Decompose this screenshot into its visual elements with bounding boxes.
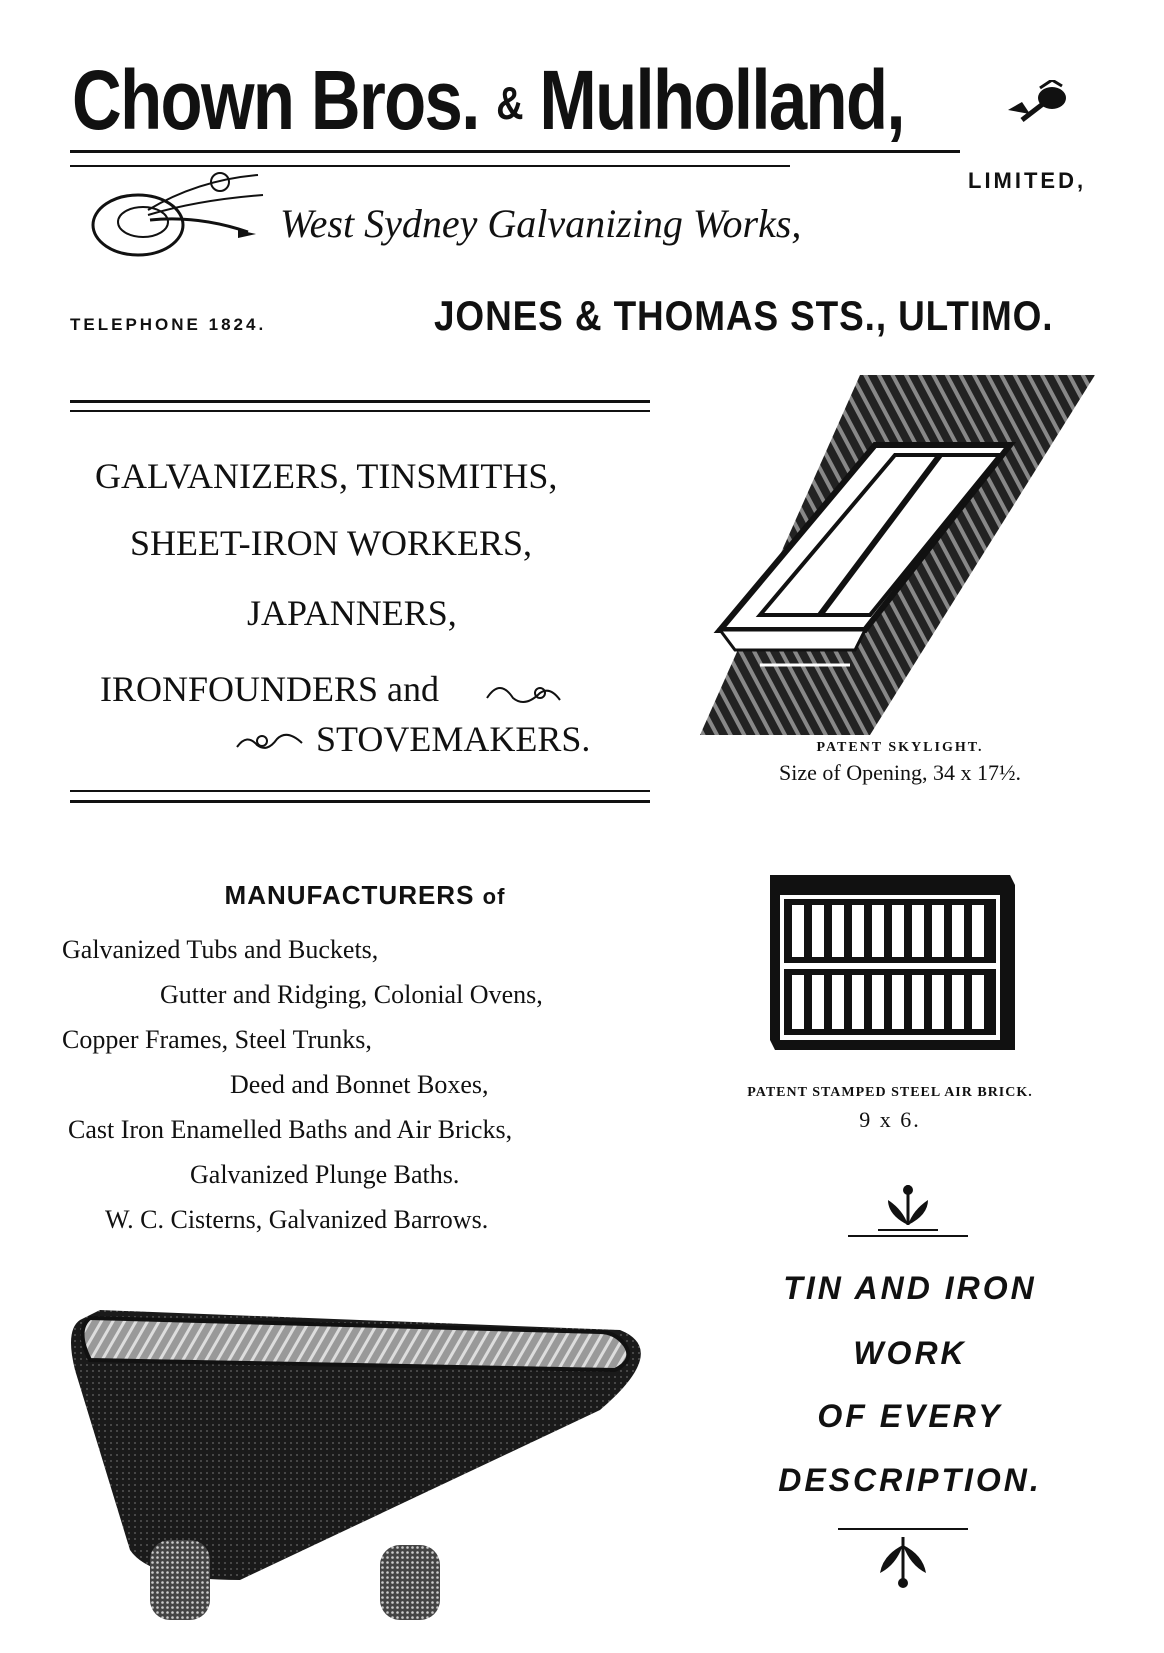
bath-illustration [60, 1290, 680, 1640]
manufacturers-heading-of: of [482, 884, 506, 909]
company-name-part2: Mulholland, [539, 53, 904, 147]
flourish-right-icon [485, 678, 565, 708]
manufacturers-line: Deed and Bonnet Boxes, [230, 1070, 489, 1099]
company-name-amp: & [496, 77, 522, 129]
limited-label: LIMITED, [968, 168, 1087, 193]
company-name [72, 52, 904, 149]
manufacturers-line: Copper Frames, Steel Trunks, [62, 1025, 372, 1054]
telephone-number: TELEPHONE 1824. [70, 315, 267, 334]
air-brick-illustration [760, 865, 1020, 1055]
trades-top-rule-2 [70, 410, 650, 412]
title-underline [70, 150, 960, 153]
slogan-line-2: WORK [853, 1335, 967, 1371]
air-brick-caption-size: 9 x 6. [859, 1107, 921, 1132]
trade-line-3: JAPANNERS, [247, 593, 457, 633]
trade-line-2: SHEET-IRON WORKERS, [130, 523, 533, 563]
manufacturers-line: Galvanized Plunge Baths. [190, 1160, 460, 1189]
slogan-line-4: DESCRIPTION. [778, 1462, 1042, 1498]
trade-line-4: IRONFOUNDERS and [100, 669, 440, 709]
trades-top-rule [70, 400, 650, 403]
air-brick-caption-title: PATENT STAMPED STEEL AIR BRICK. [747, 1085, 1033, 1100]
flourish-left-icon [232, 725, 312, 755]
skylight-illustration [700, 375, 1100, 735]
title-underline-2 [70, 165, 790, 167]
company-name-part1: Chown Bros. [72, 53, 479, 147]
manufacturers-line: Galvanized Tubs and Buckets, [62, 935, 379, 964]
trade-line-1: GALVANIZERS, TINSMITHS, [95, 456, 558, 496]
manufacturers-heading-main: MANUFACTURERS [224, 880, 475, 910]
manufacturers-line: W. C. Cisterns, Galvanized Barrows. [105, 1205, 489, 1234]
trades-bottom-rule-2 [70, 800, 650, 803]
scroll-flourish-icon [88, 170, 288, 270]
slogan-line-1: TIN AND IRON [783, 1270, 1037, 1306]
manufacturers-line: Gutter and Ridging, Colonial Ovens, [160, 980, 543, 1009]
manufacturers-heading [70, 880, 660, 911]
floral-ornament-icon [848, 1180, 978, 1240]
skylight-caption [700, 740, 1100, 786]
air-brick-caption [680, 1085, 1100, 1133]
trade-line-5: STOVEMAKERS. [316, 719, 591, 759]
skylight-caption-title: PATENT SKYLIGHT. [816, 740, 984, 755]
slogan-line-3: OF EVERY [817, 1398, 1003, 1434]
works-name: West Sydney Galvanizing Works, [280, 201, 802, 246]
trades-bottom-rule [70, 790, 650, 792]
thistle-ornament-icon [1000, 80, 1070, 140]
skylight-caption-size: Size of Opening, 34 x 17½. [779, 760, 1021, 785]
manufacturers-line: Cast Iron Enamelled Baths and Air Bricks, [68, 1115, 513, 1144]
street-address: JONES & THOMAS STS., ULTIMO. [434, 292, 1054, 339]
floral-ornament-bottom-icon [838, 1525, 968, 1595]
